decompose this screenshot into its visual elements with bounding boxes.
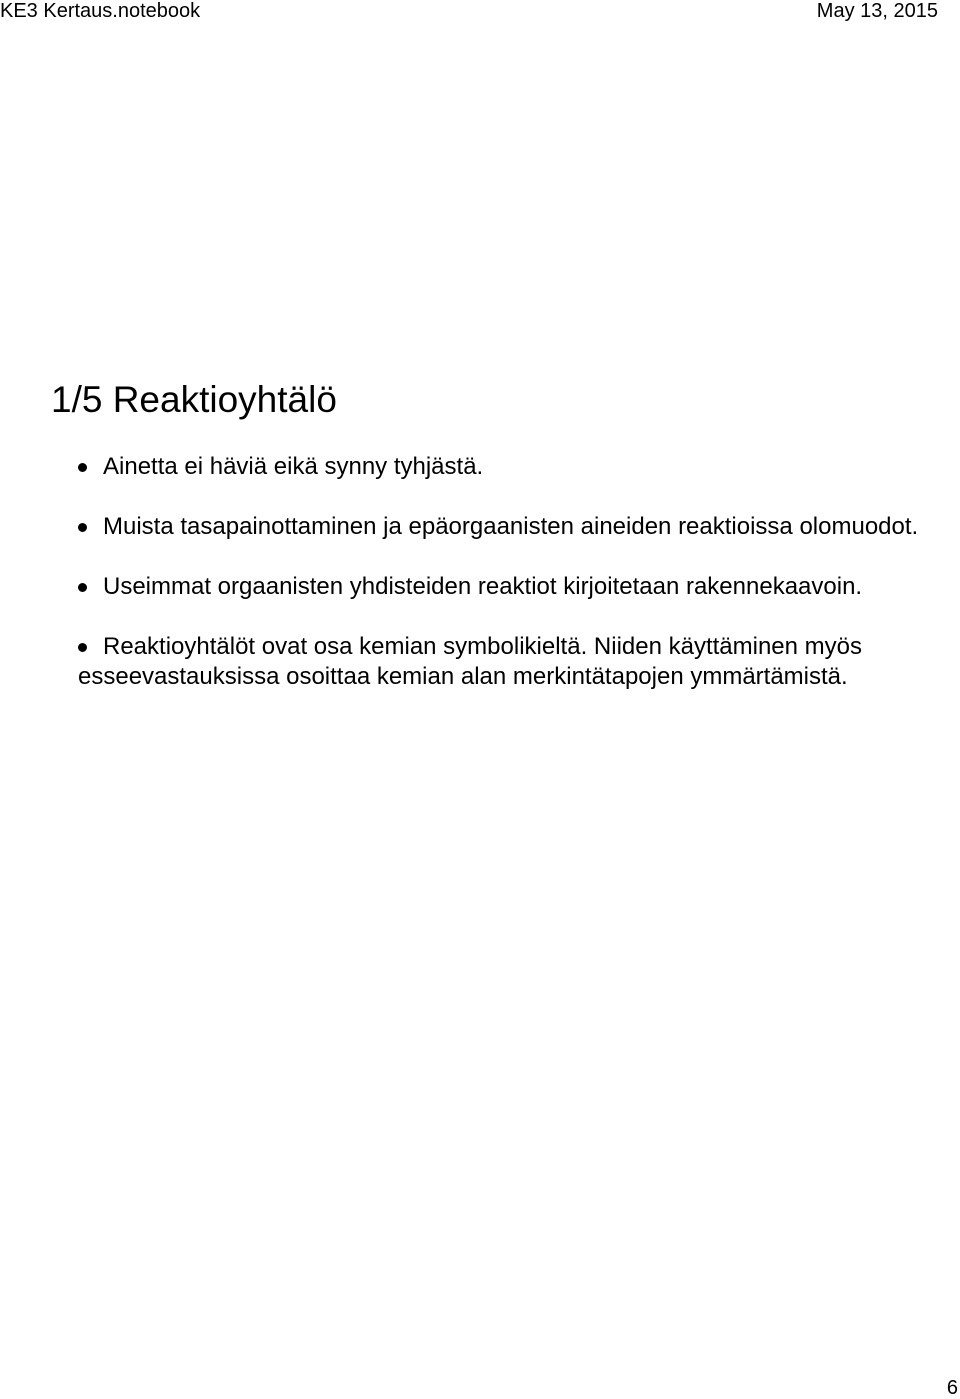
page-date: May 13, 2015 bbox=[816, 0, 938, 22]
notebook-filename: KE3 Kertaus.notebook bbox=[0, 0, 201, 22]
bullet-text: Muista tasapainottaminen ja epäorgaanisten aineiden reaktioissa olomuodot. bbox=[103, 513, 919, 540]
bullet-item bbox=[78, 632, 938, 692]
bullet-list bbox=[78, 452, 938, 692]
bullet-text: Useimmat orgaanisten yhdisteiden reaktiot kirjoitetaan rakennekaavoin. bbox=[103, 573, 863, 600]
bullet-icon bbox=[78, 643, 87, 652]
bullet-item bbox=[78, 572, 938, 602]
bullet-item bbox=[78, 512, 938, 542]
bullet-text: Reaktioyhtälöt ovat osa kemian symbolikieltä. Niiden käyttäminen myös esseevastauksissa osoittaa kemian alan merkintätapojen ymmärtämistä. bbox=[78, 633, 863, 690]
bullet-item bbox=[78, 452, 938, 482]
page-number: 6 bbox=[946, 1377, 958, 1399]
bullet-icon bbox=[78, 463, 87, 472]
bullet-text: Ainetta ei häviä eikä synny tyhjästä. bbox=[103, 453, 484, 480]
bullet-icon bbox=[78, 583, 87, 592]
bullet-icon bbox=[78, 523, 87, 532]
slide-title: 1/5 Reaktioyhtälö bbox=[51, 379, 337, 420]
